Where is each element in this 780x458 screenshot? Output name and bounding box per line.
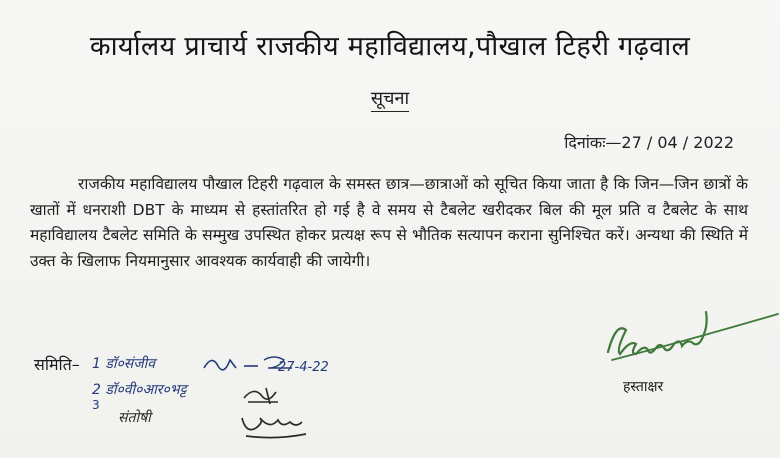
- notice-date: दिनांकः—27 / 04 / 2022: [564, 133, 734, 152]
- notice-body: राजकीय महाविद्यालय पौखाल टिहरी गढ़वाल के समस्त छात्र—छात्राओं को सूचित किया जाता है कि जिन—जिन छात्रों के खातों में धनराशी DBT के माध्यम से हस्तांतरित हो गई है वे समय से टैबलेट खरीदकर बिल की मूल प्रति व टैबलेट के साथ महाविद्यालय टैबलेट समिति के सम्मुख उपस्थित होकर प्रत्यक्ष रूप से भौतिक सत्यापन कराना सुनिश्चित करें। अन्यथा की स्थिति में उक्त के खिलाफ नियमानुसार आवश्यक कार्यवाही की जायेगी।: [30, 175, 748, 270]
- member-1-signature: [200, 350, 370, 380]
- committee-label: समिति–: [34, 355, 80, 374]
- committee-member-3-number: 3: [92, 398, 100, 412]
- notice-subject: [0, 86, 780, 110]
- committee-member-3: संतोषी: [118, 410, 151, 426]
- member-2-signature: [240, 384, 300, 408]
- office-heading: कार्यालय प्राचार्य राजकीय महाविद्यालय,पौखाल टिहरी गढ़वाल: [89, 31, 691, 62]
- member-1-date: 27-4-22: [278, 360, 329, 375]
- notice-subject-text: सूचना: [371, 88, 409, 112]
- signature-label: हस्ताक्षर: [623, 379, 664, 395]
- principal-signature: [598, 300, 780, 380]
- member-3-signature: [236, 408, 316, 442]
- committee-member-2: 2 डॉ०वी०आर०भट्ट: [92, 382, 187, 398]
- committee-member-1: 1 डॉ०संजीव: [92, 356, 156, 372]
